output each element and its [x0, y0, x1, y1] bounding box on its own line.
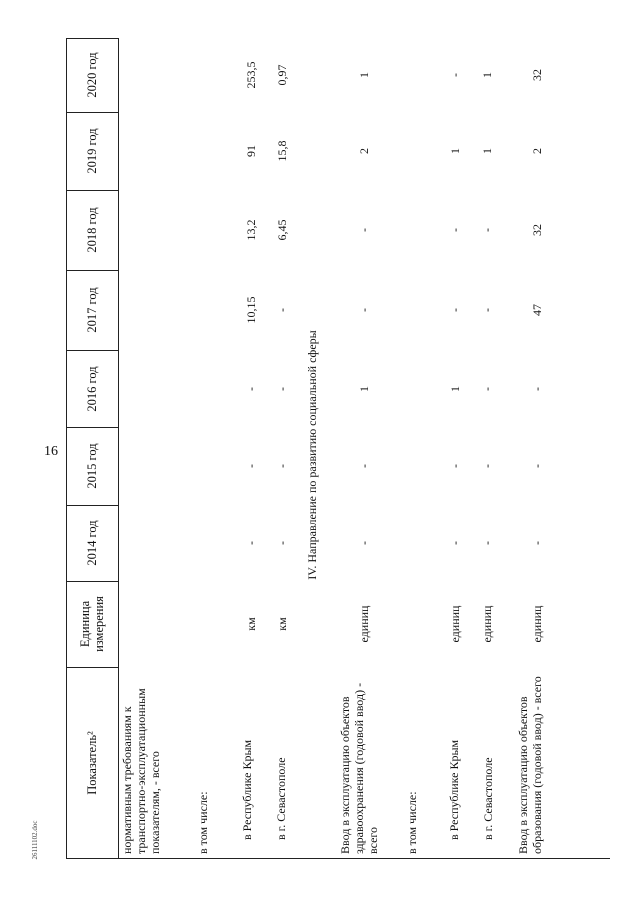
- row-value-text: -: [275, 386, 289, 391]
- header-year-2016: [66, 350, 118, 427]
- row-label: в Республике Крым: [240, 739, 254, 840]
- row-value-text: -: [480, 386, 494, 391]
- row-value: [447, 505, 463, 581]
- row-value: [243, 112, 259, 190]
- row-unit-text: единиц: [480, 605, 494, 643]
- table-border-bottom: [66, 858, 610, 859]
- row-unit: [479, 581, 495, 667]
- row-value-text: 32: [530, 224, 544, 236]
- row-unit: [274, 581, 290, 667]
- row-value-text: 13,2: [244, 219, 258, 241]
- row-unit-text: км: [275, 617, 289, 631]
- row-value-text: -: [448, 464, 462, 468]
- row-value-text: 1: [357, 72, 371, 78]
- row-value: [447, 112, 463, 190]
- header-indicator: [66, 667, 118, 858]
- row-value-text: 10,15: [244, 296, 258, 324]
- row-label: Ввод в эксплуатацию объектов здравоохранения (годовой ввод) - всего: [338, 682, 380, 854]
- row-value: [356, 350, 372, 427]
- row-value: [274, 505, 290, 581]
- row-value-text: -: [448, 228, 462, 232]
- row-label: в г. Севастополе: [481, 757, 495, 840]
- header-year-2020-text: 2020 год: [85, 52, 99, 98]
- row-value-text: 1: [448, 148, 462, 154]
- row-value-text: 0,97: [275, 64, 289, 86]
- row-value: [274, 190, 290, 270]
- row-value: [529, 350, 545, 427]
- header-unit-text: Единица измерения: [78, 596, 106, 652]
- row-value: [243, 505, 259, 581]
- row-value: [529, 38, 545, 112]
- row-value-text: -: [448, 308, 462, 312]
- row-value-text: 1: [448, 385, 462, 392]
- row-value-text: -: [244, 464, 258, 468]
- row-value-text: -: [275, 308, 289, 312]
- row-value-text: -: [448, 73, 462, 77]
- row-value-text: 47: [530, 304, 544, 316]
- header-year-2015-text: 2015 год: [85, 443, 99, 489]
- row-value-text: 1: [480, 148, 494, 154]
- row-value: [356, 190, 372, 270]
- row-label: нормативным требованиям к транспортно-эксплуатационным показателям, - всего: [120, 688, 162, 854]
- header-year-2019: [66, 112, 118, 190]
- row-value: [356, 112, 372, 190]
- header-year-2017-text: 2017 год: [85, 287, 99, 333]
- row-unit-text: единиц: [530, 605, 544, 643]
- row-value: [274, 427, 290, 505]
- row-value-text: -: [480, 464, 494, 468]
- row-unit: [243, 581, 259, 667]
- row-value: [479, 190, 495, 270]
- row-value-text: -: [357, 228, 371, 232]
- row-value-text: 2: [357, 148, 371, 154]
- page-number: 16: [44, 444, 58, 459]
- row-value: [356, 38, 372, 112]
- row-value: [447, 190, 463, 270]
- header-unit: [66, 581, 118, 667]
- header-year-2014-text: 2014 год: [85, 520, 99, 566]
- header-indicator-text: Показатель²: [85, 730, 99, 795]
- row-value: [447, 427, 463, 505]
- row-value-text: -: [244, 541, 258, 545]
- row-value: [529, 505, 545, 581]
- row-value-text: 1: [357, 385, 371, 392]
- row-value: [529, 427, 545, 505]
- row-value-text: -: [357, 541, 371, 545]
- row-value: [274, 350, 290, 427]
- row-value: [479, 427, 495, 505]
- row-value: [274, 38, 290, 112]
- row-label: в г. Севастополе: [274, 757, 288, 840]
- row-unit: [356, 581, 372, 667]
- header-year-2018: [66, 190, 118, 270]
- section-title-text: IV. Направление по развитию социальной сферы: [305, 330, 319, 580]
- row-value: [479, 38, 495, 112]
- row-value-text: -: [357, 464, 371, 468]
- row-value-text: 2: [530, 148, 544, 154]
- row-value: [274, 270, 290, 350]
- row-value: [479, 505, 495, 581]
- row-value-text: -: [448, 541, 462, 545]
- row-value-text: 6,45: [275, 219, 289, 241]
- row-value-text: -: [530, 541, 544, 545]
- row-value: [447, 350, 463, 427]
- row-value: [243, 270, 259, 350]
- header-border-right: [118, 38, 119, 858]
- row-value: [243, 427, 259, 505]
- row-value-text: 91: [244, 145, 258, 157]
- row-value-text: -: [480, 308, 494, 312]
- header-year-2017: [66, 270, 118, 350]
- row-value-text: -: [275, 541, 289, 545]
- row-value-text: -: [480, 228, 494, 232]
- header-year-2015: [66, 427, 118, 505]
- row-value-text: 32: [530, 69, 544, 81]
- header-year-2014: [66, 505, 118, 581]
- row-unit: [447, 581, 463, 667]
- header-year-2020: [66, 38, 118, 112]
- header-year-2018-text: 2018 год: [85, 207, 99, 253]
- row-value: [356, 505, 372, 581]
- row-value-text: 15,8: [275, 140, 289, 162]
- header-year-2016-text: 2016 год: [85, 365, 99, 412]
- row-value-text: -: [244, 386, 258, 391]
- row-value: [479, 350, 495, 427]
- row-value-text: 1: [480, 72, 494, 78]
- row-value-text: 253,5: [244, 61, 258, 89]
- row-label: Ввод в эксплуатацию объектов образования (годовой ввод) - всего: [516, 676, 544, 854]
- row-value: [356, 427, 372, 505]
- row-label: в том числе:: [196, 791, 210, 854]
- row-value: [447, 38, 463, 112]
- row-value: [274, 112, 290, 190]
- row-value: [243, 350, 259, 427]
- row-label: в том числе:: [405, 791, 419, 854]
- row-unit-text: единиц: [357, 605, 371, 643]
- row-unit-text: км: [244, 617, 258, 631]
- row-value: [356, 270, 372, 350]
- row-value-text: -: [530, 386, 544, 391]
- row-unit-text: единиц: [448, 605, 462, 643]
- row-value-text: -: [530, 464, 544, 468]
- row-value: [447, 270, 463, 350]
- section-title: [304, 150, 320, 760]
- row-value: [479, 112, 495, 190]
- row-value-text: -: [480, 541, 494, 545]
- row-value-text: -: [357, 308, 371, 312]
- header-year-2019-text: 2019 год: [85, 128, 99, 174]
- footer-filename: 26111102.doc: [31, 820, 39, 860]
- row-unit: [529, 581, 545, 667]
- row-value: [529, 270, 545, 350]
- row-value: [479, 270, 495, 350]
- row-value-text: -: [275, 464, 289, 468]
- row-value: [243, 38, 259, 112]
- row-value: [529, 190, 545, 270]
- row-value: [243, 190, 259, 270]
- row-value: [529, 112, 545, 190]
- row-label: в Республике Крым: [447, 739, 461, 840]
